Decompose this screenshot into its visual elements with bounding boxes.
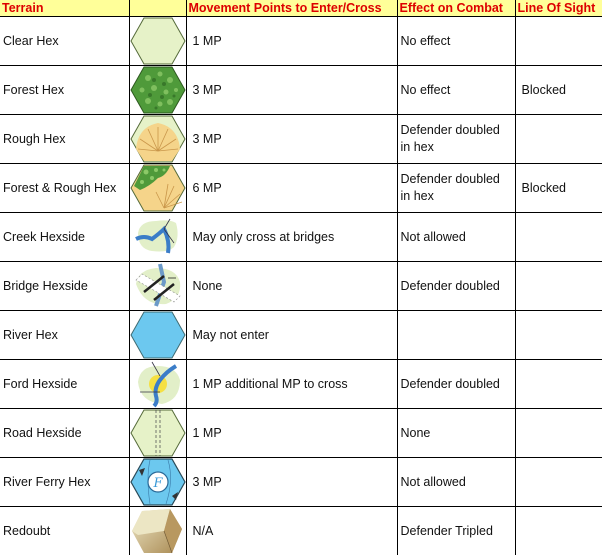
movement-cost: May only cross at bridges [186, 213, 397, 262]
combat-effect: No effect [397, 66, 515, 115]
svg-text:F: F [152, 476, 163, 491]
table-row [0, 360, 602, 409]
terrain-name: Rough Hex [0, 115, 129, 164]
header-terrain: Terrain [0, 0, 129, 17]
redoubt-icon [130, 507, 186, 555]
movement-cost: 3 MP [186, 66, 397, 115]
terrain-name: Creek Hexside [0, 213, 129, 262]
table-row [0, 409, 602, 458]
header-movement: Movement Points to Enter/Cross [186, 0, 397, 17]
combat-effect: No effect [397, 17, 515, 66]
table-row [0, 507, 602, 555]
table-row [0, 115, 602, 164]
combat-effect: Not allowed [397, 213, 515, 262]
line-of-sight [515, 507, 602, 555]
combat-effect: Defender doubled in hex [397, 115, 515, 164]
creek-hexside-icon [130, 213, 186, 261]
movement-cost: None [186, 262, 397, 311]
header-los: Line Of Sight [515, 0, 602, 17]
table-row [0, 66, 602, 115]
line-of-sight [515, 17, 602, 66]
combat-effect: Defender Tripled [397, 507, 515, 555]
line-of-sight [515, 213, 602, 262]
river-hex-icon [130, 311, 186, 359]
movement-cost: 6 MP [186, 164, 397, 213]
line-of-sight [515, 115, 602, 164]
rough-hex-icon [130, 115, 186, 163]
terrain-name: Forest & Rough Hex [0, 164, 129, 213]
line-of-sight: Blocked [515, 66, 602, 115]
table-row [0, 213, 602, 262]
clear-hex-icon [130, 17, 186, 65]
header-row [0, 0, 602, 17]
terrain-name: Clear Hex [0, 17, 129, 66]
line-of-sight [515, 409, 602, 458]
terrain-name: Road Hexside [0, 409, 129, 458]
header-icon [129, 0, 186, 17]
table-row [0, 164, 602, 213]
table-row [0, 458, 602, 507]
movement-cost: 1 MP [186, 409, 397, 458]
combat-effect: None [397, 409, 515, 458]
terrain-name: River Hex [0, 311, 129, 360]
table-row [0, 17, 602, 66]
movement-cost: 1 MP [186, 17, 397, 66]
terrain-name: River Ferry Hex [0, 458, 129, 507]
terrain-name: Forest Hex [0, 66, 129, 115]
river-ferry-hex-icon [130, 458, 186, 506]
combat-effect: Defender doubled [397, 360, 515, 409]
movement-cost: May not enter [186, 311, 397, 360]
terrain-name: Ford Hexside [0, 360, 129, 409]
line-of-sight: Blocked [515, 164, 602, 213]
combat-effect: Defender doubled [397, 262, 515, 311]
combat-effect: Defender doubled in hex [397, 164, 515, 213]
header-combat: Effect on Combat [397, 0, 515, 17]
movement-cost: 3 MP [186, 458, 397, 507]
line-of-sight [515, 311, 602, 360]
terrain-name: Redoubt [3, 523, 51, 538]
forest-hex-icon [130, 66, 186, 114]
line-of-sight [515, 262, 602, 311]
road-hexside-icon [130, 409, 186, 457]
line-of-sight [515, 360, 602, 409]
ford-hexside-icon [130, 360, 186, 408]
movement-cost: N/A [186, 507, 397, 555]
combat-effect [397, 311, 515, 360]
combat-effect: Not allowed [397, 458, 515, 507]
table-row [0, 262, 602, 311]
table-row [0, 311, 602, 360]
bridge-hexside-icon [130, 262, 186, 310]
movement-cost: 1 MP additional MP to cross [186, 360, 397, 409]
line-of-sight [515, 458, 602, 507]
forest-rough-hex-icon [130, 164, 186, 212]
movement-cost: 3 MP [186, 115, 397, 164]
terrain-name: Bridge Hexside [0, 262, 129, 311]
